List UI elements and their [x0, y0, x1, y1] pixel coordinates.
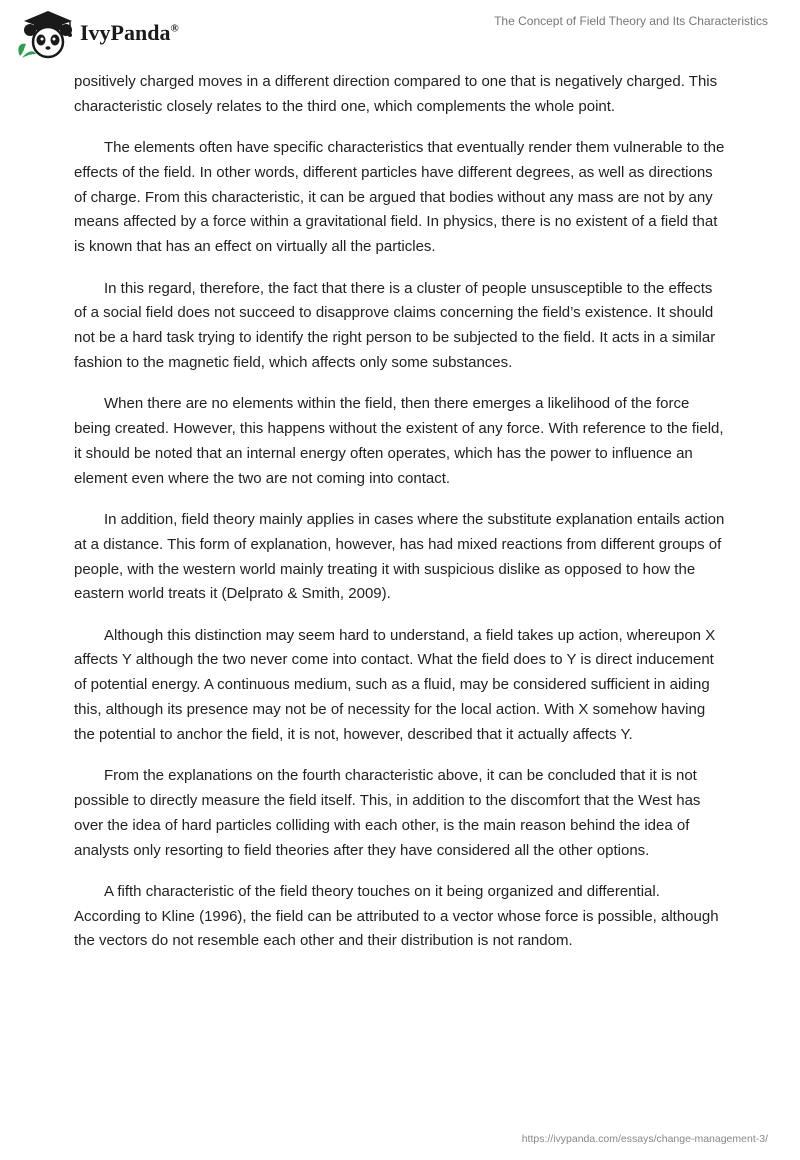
essay-body	[74, 70, 726, 971]
paragraph: In addition, field theory mainly applies in cases where the substitute explanation entails action at a distance. This form of explanation, however, has had mixed reactions from different groups of people, with the western world mainly treating it with suspicious dislike as opposed to how the eastern world treats it (Delprato & Smith, 2009).	[74, 510, 725, 603]
page-header	[0, 0, 800, 70]
paragraph: Although this distinction may seem hard to understand, a field takes up action, whereupon X affects Y although the two never come into contact. What the field does to Y is direct inducement of potential energy. A continuous medium, such as a fluid, may be considered sufficient in aiding this, although its presence may not be of necessity for the local action. With X somehow having the potential to anchor the field, it is not, however, described that it actually affects Y.	[74, 626, 716, 743]
brand-name[interactable]: IvyPanda®	[80, 20, 179, 45]
paragraph: A fifth characteristic of the field theory touches on it being organized and differential. According to Kline (1996), the field can be attributed to a vector whose force is possible, although the vectors do not resemble each other and their distribution is not random.	[74, 882, 719, 950]
paragraph: positively charged moves in a different direction compared to one that is negatively charged. This characteristic closely relates to the third one, which complements the whole point.	[74, 73, 718, 115]
document-title: The Concept of Field Theory and Its Characteristics	[494, 14, 768, 28]
paragraph: When there are no elements within the field, then there emerges a likelihood of the force being created. However, this happens without the existent of any force. With reference to the field, it should be noted that an internal energy often operates, which has the power to influence an element even where the two are not coming into contact.	[74, 395, 724, 487]
source-url-link[interactable]: https://ivypanda.com/essays/change-management-3/	[521, 1133, 768, 1145]
panda-graduation-cap-icon[interactable]	[14, 8, 78, 60]
registered-mark: ®	[170, 22, 179, 35]
paragraph: From the explanations on the fourth characteristic above, it can be concluded that it is not possible to directly measure the field itself. This, in addition to the discomfort that the West has over the idea of hard particles colliding with each other, is the main reason behind the idea of analysts only resorting to field theories after they have considered all the other options.	[74, 767, 701, 859]
paragraph: In this regard, therefore, the fact that there is a cluster of people unsusceptible to the effects of a social field does not succeed to disapprove claims concerning the field’s existence. It should not be a hard task trying to identify the right person to be subjected to the field. It acts in a similar fashion to the magnetic field, which affects only some substances.	[74, 279, 716, 371]
paragraph: The elements often have specific characteristics that eventually render them vulnerable to the effects of the field. In other words, different particles have different degrees, as well as directions of charge. From this characteristic, it can be argued that bodies without any mass are not by any means affected by a force within a gravitational field. In physics, there is no existent of a field that is known that has an effect on virtually all the particles.	[74, 139, 725, 256]
